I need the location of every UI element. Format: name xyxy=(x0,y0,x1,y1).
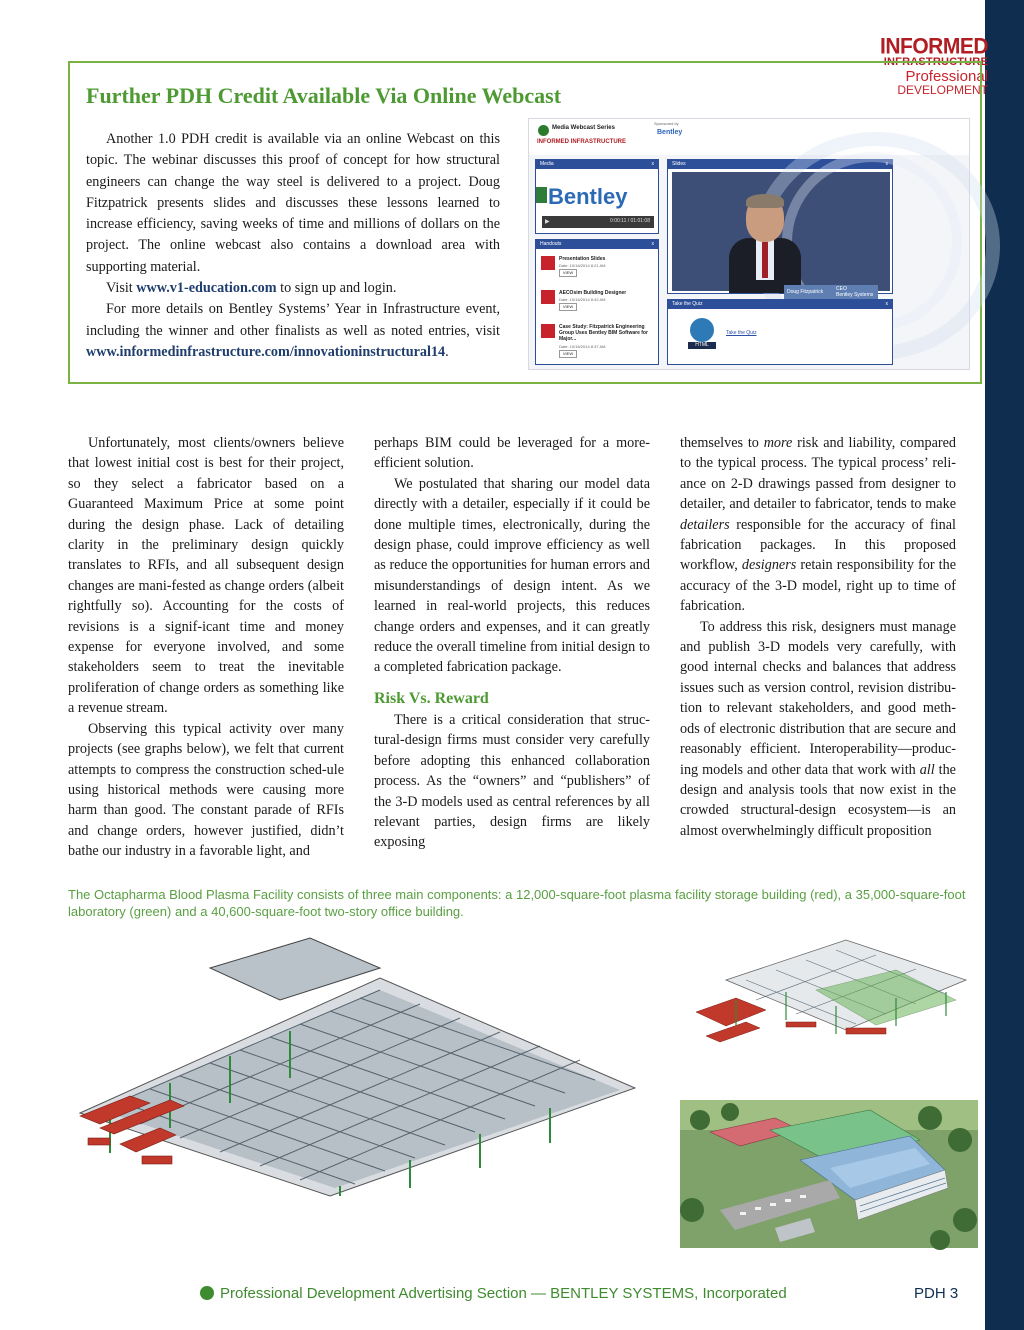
player-time: 0:00:11 / 01:01:08 xyxy=(610,218,650,224)
article-column-2 xyxy=(374,433,650,853)
sponsor-label: Sponsored by xyxy=(654,121,679,126)
html-badge: HTML xyxy=(688,342,716,349)
close-icon[interactable]: x xyxy=(885,301,888,307)
webcast-brand: INFORMED INFRASTRUCTURE xyxy=(537,139,626,145)
presenter-role: CEO xyxy=(836,286,847,292)
media-panel-header xyxy=(536,160,658,169)
article-column-3 xyxy=(680,433,956,841)
quiz-panel-title: Take the Quiz xyxy=(672,301,703,307)
slides-panel-title: Slides xyxy=(672,161,686,167)
presenter-tie xyxy=(762,242,768,278)
media-panel xyxy=(535,159,659,234)
callout-paragraph xyxy=(86,299,500,363)
handout-date: Date: 10/16/2014 8:37 AM xyxy=(559,344,606,349)
bentley-b-icon xyxy=(536,187,547,203)
media-logo-icon xyxy=(538,125,549,136)
handout-title: Presentation Slides xyxy=(559,256,606,262)
handouts-panel-header xyxy=(536,240,658,249)
callout-text: Visit xyxy=(106,280,137,297)
view-button[interactable]: VIEW xyxy=(559,303,577,311)
section-heading: Risk Vs. Reward xyxy=(374,689,489,707)
article-paragraph xyxy=(680,617,956,841)
quiz-panel xyxy=(667,299,893,365)
player-bentley-logo: Bentley xyxy=(548,184,628,209)
play-icon[interactable]: ▶ xyxy=(545,219,550,225)
view-button[interactable]: VIEW xyxy=(559,269,577,277)
informed-infrastructure-link[interactable]: www.informedinfrastructure.com/innovationinstructural14 xyxy=(86,343,446,360)
pdf-icon xyxy=(541,256,555,270)
figure-caption: The Octapharma Blood Plasma Facility consists of three main components: a 12,000-square-foot plasma facility storage building (red), a 35,000-square-foot laboratory (green) and a 40,600-square-foot two-story office building. xyxy=(68,887,966,919)
callout-paragraph xyxy=(86,278,500,299)
sponsor-name: Bentley xyxy=(657,129,683,136)
close-icon[interactable]: x xyxy=(885,161,888,167)
page-number: PDH 3 xyxy=(914,1285,959,1302)
callout-text: . xyxy=(445,343,449,360)
handouts-panel xyxy=(535,239,659,365)
logo-line-1: INFORMED xyxy=(880,34,988,59)
article-text: risk and liability, compared to the typical process. The typical process’ reli-ance on 2-D drawings passed from designer to detailer, and detailer to fabricator, tends to make xyxy=(680,435,956,513)
video-player-controls[interactable] xyxy=(542,216,654,228)
slides-panel xyxy=(667,159,893,298)
presenter-video xyxy=(672,172,890,298)
presenter-lower-third xyxy=(784,285,878,299)
article-emphasis: designers xyxy=(741,557,797,574)
article-paragraph xyxy=(680,433,956,617)
globe-icon xyxy=(690,318,714,342)
logo-line-4: DEVELOPMENT xyxy=(897,83,988,97)
article-column-1 xyxy=(68,433,344,862)
handouts-panel-title: Handouts xyxy=(540,241,562,247)
section-logo-icon xyxy=(200,1286,214,1300)
article-paragraph: perhaps BIM could be leveraged for a more-efficient solution. xyxy=(374,435,650,472)
callout-title: Further PDH Credit Available Via Online Webcast xyxy=(86,83,562,108)
page-edge-bar xyxy=(985,0,1024,1330)
callout-text: to sign up and login. xyxy=(276,280,397,297)
webcast-callout-box xyxy=(68,61,982,384)
handout-title: AECOsim Building Designer xyxy=(559,290,627,296)
callout-body xyxy=(86,129,500,363)
article-text: retain responsibility for the accuracy of the 3-D model, right up to time of fabrication. xyxy=(680,557,956,615)
take-quiz-link[interactable]: Take the Quiz xyxy=(726,330,757,336)
handout-item[interactable] xyxy=(541,254,651,282)
article-paragraph: We postulated that sharing our model data directly with a detailer, especially if it could be done multiple times, electronically, during the design phase, could improve efficiency as well as reduce the opportunities for human errors and misunderstandings of design intent. As we learned in real-world projects, this reduces change orders and expenses, and it can greatly reduce the overall timeline from initial design to a completed fabrication package. xyxy=(374,475,650,676)
handout-date: Date: 10/16/2014 8:21 AM xyxy=(559,263,606,268)
structure-model-small-image xyxy=(696,940,974,1062)
webcast-screenshot xyxy=(528,118,970,370)
callout-text: For more details on Bentley Systems’ Year in Infrastructure event, including the winner and other finalists as well as noted entries, visit xyxy=(86,301,500,339)
footer-text: Professional Development Advertising Section — BENTLEY SYSTEMS, Incorporated xyxy=(220,1285,787,1302)
logo-line-3: Professional xyxy=(905,68,988,85)
article-text: responsible for the accuracy of final fabrication packages. In this proposed workflow, xyxy=(680,516,956,574)
handout-item[interactable] xyxy=(541,322,651,362)
article-emphasis: more xyxy=(763,435,793,451)
presenter-company: Bentley Systems xyxy=(836,292,874,298)
aerial-building-rendering xyxy=(680,1100,978,1248)
page-footer xyxy=(200,1285,787,1302)
media-panel-title: Media xyxy=(540,161,554,167)
article-emphasis: detailers xyxy=(680,516,730,533)
handout-title: Case Study: Fitzpatrick Engineering Group Uses Bentley BIM Software for Major... xyxy=(559,324,648,342)
logo-line-2: INFRASTRUCTURE xyxy=(883,56,988,68)
handout-date: Date: 10/16/2014 8:42 AM xyxy=(559,297,606,302)
article-paragraph: Unfortunately, most clients/owners believe that lowest initial cost is best for their project, so they select a fabricator based on a Guaranteed Maximum Price at some point during the design phase. Lack of detailing clarity in the preliminary design quickly translates to RFIs, and all subsequent design changes are mani-fested as change orders (albeit rightfully so). Accounting for the costs of revisions is a signif-icant time and money expense for everyone involved, and some stakeholders seem to treat the inevitable proliferation of change orders as something like a revenue stream. xyxy=(68,435,344,717)
webcast-series-label: Media Webcast Series xyxy=(552,125,615,131)
article-text: the design and analysis tools that now exist in the crowded structural-design ecosystem—is an almost overwhelmingly difficult proposition xyxy=(680,761,956,839)
v1-education-link[interactable]: www.v1-education.com xyxy=(136,280,277,297)
handout-item[interactable] xyxy=(541,288,651,316)
close-icon[interactable]: x xyxy=(651,161,654,167)
article-emphasis: all xyxy=(919,761,935,778)
article-paragraph: There is a critical consideration that struc-tural-design firms must consider very carefully before adopting this enhanced collaboration process. As the “owners” and “publishers” of the 3-D models used as central references by all relevant parties, design firms are likely exposing xyxy=(374,711,650,851)
article-text: themselves to xyxy=(680,435,764,451)
quiz-panel-header xyxy=(668,300,892,309)
presenter-name: Doug Fitzpatrick xyxy=(787,289,824,295)
article-paragraph: Observing this typical activity over many projects (see graphs below), we felt that current attempts to compress the construction sched-ule using historical methods were causing more harm than good. The constant parade of RFIs and change orders, however justified, didn’t bathe our industry in a favorable light, and xyxy=(68,720,344,860)
close-icon[interactable]: x xyxy=(651,241,654,247)
callout-paragraph: Another 1.0 PDH credit is available via an online Webcast on this topic. The webinar discusses this proof of concept for how structural engineers can change the way steel is delivered to a project. Doug Fitzpatrick presents slides and discusses these lessons learned to increase efficiency, saving weeks of time and millions of dollars on the project. The online webcast also contains a download area with supporting material. xyxy=(86,131,500,275)
pdf-icon xyxy=(541,290,555,304)
pdf-icon xyxy=(541,324,555,338)
view-button[interactable]: VIEW xyxy=(559,350,577,358)
article-text: To address this risk, designers must manage and publish 3-D models very carefully, with good internal checks and balances that address issues such as version control, revision distribu-tion to relevant stakeholders, and good meth-ods of electronic distribution that are secure and reasonably efficient. Interoperability—produc-ing models and other data that work with xyxy=(680,618,956,778)
presenter-hair xyxy=(746,194,784,208)
steel-structure-model-image xyxy=(80,938,635,1198)
